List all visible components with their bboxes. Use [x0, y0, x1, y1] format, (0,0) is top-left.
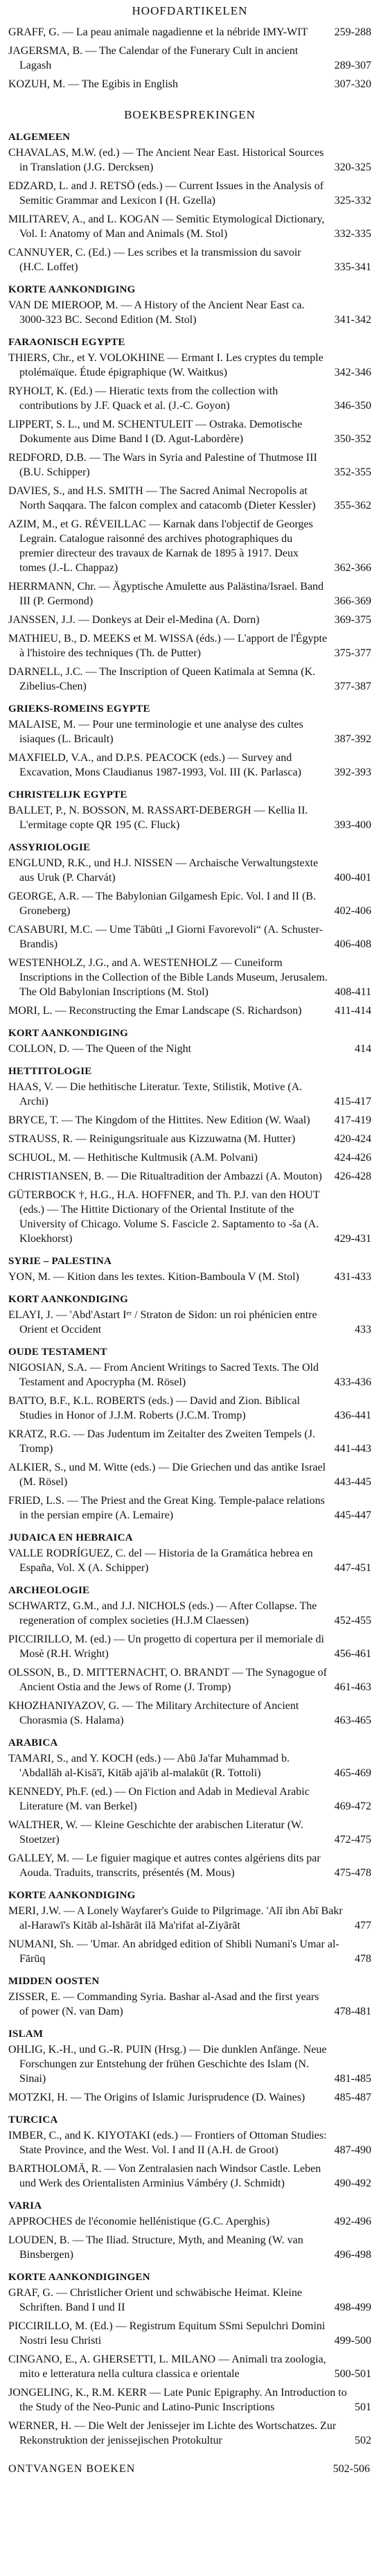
- reviews-heading: BOEKBESPREKINGEN: [124, 108, 256, 121]
- entry-text: GRAF, G. — Christlicher Orient und schwäbische Heimat. Kleine Schriften. Band I und II: [8, 2287, 302, 2313]
- category-heading: MIDDEN OOSTEN: [8, 1976, 100, 1987]
- category-heading: ARABICA: [8, 1737, 58, 1749]
- entry-pages: 400-401: [334, 872, 371, 884]
- entry-text: CHAVALAS, M.W. (ed.) — The Ancient Near East. Historical Sources in Translation (J.G. Dercksen): [8, 147, 324, 173]
- entry-pages: 443-445: [334, 1476, 371, 1488]
- entry-pages: 445-447: [334, 1509, 371, 1521]
- toc-entry: [8, 1665, 371, 1694]
- toc-entry: [8, 1904, 371, 1933]
- entry-pages: 402-406: [334, 905, 371, 917]
- toc-entry: [8, 2128, 371, 2157]
- toc-entry: [8, 579, 371, 608]
- entry-pages: 469-472: [334, 1800, 371, 1812]
- toc-entry: [8, 613, 371, 627]
- entry-text: CHRISTIANSEN, B. — Die Ritualtradition der Ambazzi (A. Mouton): [8, 1171, 322, 1182]
- toc-entry: [8, 1004, 371, 1018]
- entry-text: DAVIES, S., and H.S. SMITH — The Sacred Animal Necropolis at North Saqqara. The falcon complex and catacomb (Dieter Kessler): [8, 485, 316, 511]
- entry-text: WALTHER, W. — Kleine Geschichte der arabischen Literatur (W. Stoetzer): [8, 1819, 303, 1846]
- entry-text: BATTO, B.F., K.L. ROBERTS (eds.) — David and Zion. Biblical Studies in Honor of J.J.M. Roberts (J.C.M. Tromp): [8, 1395, 300, 1421]
- category-heading: SYRIE – PALESTINA: [8, 1256, 112, 1267]
- entry-text: IMBER, C., and K. KIYOTAKI (eds.) — Frontiers of Ottoman Studies: State Province, and the West. Vol. I and II (A.H. de Groot): [8, 2130, 327, 2156]
- entry-pages: 387-392: [334, 733, 371, 745]
- toc-entry: [8, 1751, 371, 1780]
- entry-pages: 431-433: [334, 1271, 371, 1283]
- toc-entry: [8, 1851, 371, 1880]
- toc-entry: [8, 1042, 371, 1056]
- entry-pages: 447-451: [334, 1562, 371, 1574]
- entry-pages: 406-408: [334, 938, 371, 950]
- toc-entry: [8, 751, 371, 780]
- toc-entry: [8, 956, 371, 999]
- entry-pages: 392-393: [334, 766, 371, 778]
- toc-entry: [8, 1493, 371, 1523]
- entry-pages: 393-400: [334, 819, 371, 831]
- entry-pages: 289-307: [334, 60, 371, 71]
- entry-text: VAN DE MIEROOP, M. — A History of the Ancient Near East ca. 3000-323 BC. Second Edition (M. Stol): [8, 299, 305, 326]
- toc-entry: [8, 2419, 371, 2448]
- entry-text: SCHWARTZ, G.M., and J.J. NICHOLS (eds.) — After Collapse. The regeneration of complex societies (H.J.M Claessen): [8, 1600, 317, 1627]
- entry-text: HAAS, V. — Die hethitische Literatur. Texte, Stilistik, Motive (A. Archi): [8, 1081, 303, 1107]
- entry-pages: 420-424: [334, 1133, 371, 1145]
- entry-pages: 350-352: [334, 433, 371, 445]
- entry-pages: 342-346: [334, 367, 371, 378]
- entry-pages: 498-499: [334, 2302, 371, 2313]
- toc-entry: [8, 1599, 371, 1628]
- entry-pages: 500-501: [334, 2368, 371, 2380]
- entry-text: EDZARD, L. and J. RETSÖ (eds.) — Current Issues in the Analysis of Semitic Grammar and Lexicon I (H. Gzella): [8, 180, 324, 207]
- entry-pages: 335-341: [334, 261, 371, 273]
- toc-entry: [8, 1546, 371, 1575]
- category-heading: KORT AANKONDIGING: [8, 1294, 129, 1305]
- category-heading: KORTE AANKONDIGING: [8, 1890, 136, 1901]
- entry-pages: 492-496: [334, 2216, 371, 2227]
- entry-pages: 332-335: [334, 228, 371, 240]
- entry-text: PICCIRILLO, M. (Ed.) — Registrum Equitum SSmi Sepulchri Domini Nostri Iesu Christi: [8, 2320, 326, 2347]
- entry-text: BARTHOLOMÄ, R. — Von Zentralasien nach Windsor Castle. Leben und Werk des Orientalisten Arminius Vámbéry (J. Schmidt): [8, 2163, 321, 2189]
- toc-entry: [8, 351, 371, 380]
- toc-entry: [8, 1699, 371, 1728]
- entry-pages: 411-414: [335, 1005, 371, 1017]
- entry-text: ALKIER, S., und M. Witte (eds.) — Die Griechen und das antike Israel (M. Rösel): [8, 1462, 326, 1488]
- toc-entry: [8, 889, 371, 918]
- entry-text: MAXFIELD, V.A., and D.P.S. PEACOCK (eds.) — Survey and Excavation, Mons Claudianus 1987-1993, Vol. III (K. Parlasca): [8, 752, 301, 778]
- reviews-list: [8, 132, 371, 2448]
- entry-text: GÜTERBOCK †, H.G., H.A. HOFFNER, and Th. P.J. van den HOUT (eds.) — The Hittite Dictionary of the Oriental Institute of the University of Chicago. Volume S. Fascicle 2. Saptamento to -ša (A. Kloekhorst): [8, 1189, 320, 1245]
- entry-pages: 496-498: [334, 2249, 371, 2261]
- entry-text: JAGERSMA, B. — The Calendar of the Funerary Cult in ancient Lagash: [8, 45, 299, 71]
- entry-text: KENNEDY, Ph.F. (ed.) — On Fiction and Adab in Medieval Arabic Literature (M. van Berkel): [8, 1786, 310, 1812]
- entry-pages: 352-355: [334, 466, 371, 478]
- entry-text: DARNELL, J.C. — The Inscription of Queen Katimala at Semna (K. Zibelius-Chen): [8, 666, 316, 692]
- entry-pages: 325-332: [334, 195, 371, 207]
- toc-entry: [8, 1150, 371, 1165]
- entry-pages: 481-485: [334, 2073, 371, 2085]
- toc-entry: [8, 1818, 371, 1847]
- toc-entry: [8, 1394, 371, 1423]
- entry-pages: 259-288: [334, 26, 371, 38]
- entry-text: APPROCHES de l'économie hellénistique (G.C. Aperghis): [8, 2216, 270, 2227]
- entry-pages: 433-436: [334, 1376, 371, 1388]
- entry-text: MATHIEU, B., D. MEEKS et M. WISSA (éds.) — L'apport de l'Égypte à l'histoire des techniques (Th. de Putter): [8, 633, 328, 659]
- entry-text: VALLE RODRÍGUEZ, C. del — Historia de la Gramática hebrea en España, Vol. X (A. Schipper): [8, 1548, 313, 1574]
- toc-entry: [8, 1169, 371, 1184]
- toc-entry: [8, 417, 371, 446]
- entry-pages: 478-481: [334, 2006, 371, 2017]
- entry-text: LIPPERT, S. L., und M. SCHENTULEIT — Ostraka. Demotische Dokumente aus Dime Band I (D. Agut-Labordère): [8, 419, 303, 445]
- category-heading: FARAONISCH EGYPTE: [8, 337, 125, 348]
- toc-entry: [8, 1632, 371, 1661]
- toc-entry: [8, 484, 371, 513]
- entry-text: LOUDEN, B. — The Iliad. Structure, Myth, and Meaning (W. van Binsbergen): [8, 2234, 303, 2261]
- toc-entry: [8, 717, 371, 746]
- entry-pages: 426-428: [334, 1171, 371, 1182]
- category-heading: JUDAICA EN HEBRAICA: [8, 1532, 133, 1543]
- received-books-pages: 502-506: [333, 2463, 370, 2475]
- toc-entry: [8, 2090, 371, 2105]
- toc-entry: [8, 517, 371, 575]
- toc-entry: [8, 1080, 371, 1109]
- entry-pages: 472-475: [334, 1834, 371, 1846]
- entry-pages: 478: [355, 1953, 371, 1965]
- articles-heading: HOOFDARTIKELEN: [132, 4, 248, 17]
- entry-text: PICCIRILLO, M. (ed.) — Un progetto di copertura per il memoriale di Mosè (R.H. Wright): [8, 1633, 324, 1660]
- entry-pages: 485-487: [334, 2092, 371, 2103]
- entry-pages: 369-375: [334, 614, 371, 626]
- entry-text: WERNER, H. — Die Welt der Jenissejer im Lichte des Wortschatzes. Zur Rekonstruktion der jenissejischen Protokultur: [8, 2420, 337, 2446]
- toc-entry: [8, 1785, 371, 1814]
- entry-pages: 461-463: [334, 1681, 371, 1693]
- entry-text: TAMARI, S., and Y. KOCH (eds.) — Abū Ja'far Muhammad b. 'Abdallāh al-Kisā'ī, Kitāb ajā'ib al-malakūt (R. Tottoli): [8, 1753, 290, 1779]
- entry-text: KHOZHANIYAZOV, G. — The Military Architecture of Ancient Chorasmia (S. Halama): [8, 1700, 299, 1726]
- category-heading: ISLAM: [8, 2029, 44, 2040]
- entry-pages: 355-362: [334, 500, 371, 511]
- entry-text: ELAYI, J. — 'Abd'Astart Iᵉʳ / Straton de Sidon: un roi phénicien entre Orient et Occident: [8, 1309, 317, 1335]
- entry-text: SCHUOL, M. — Hethitische Kultmusik (A.M. Polvani): [8, 1152, 258, 1164]
- toc-entry: [8, 1188, 371, 1246]
- toc-entry: [8, 384, 371, 413]
- entry-text: NUMANI, Sh. — 'Umar. An abridged edition of Shibli Numani's Umar al-Fārūq: [8, 1938, 339, 1965]
- entry-pages: 320-325: [334, 161, 371, 173]
- toc-entry: [8, 245, 371, 274]
- entry-pages: 375-377: [334, 647, 371, 659]
- category-heading: KORT AANKONDIGING: [8, 1028, 129, 1039]
- toc-entry: [8, 2214, 371, 2229]
- entry-text: HERRMANN, Chr. — Ägyptische Amulette aus Palästina/Israel. Band III (P. Germond): [8, 581, 324, 607]
- entry-pages: 415-417: [334, 1096, 371, 1107]
- toc-entry: [8, 1132, 371, 1146]
- toc-entry: [8, 1270, 371, 1284]
- entry-text: OLSSON, B., D. MITTERNACHT, O. BRANDT — The Synagogue of Ancient Ostia and the Jews of Rome (J. Tromp): [8, 1667, 327, 1693]
- toc-entry: [8, 44, 371, 73]
- entry-pages: 408-411: [335, 986, 371, 998]
- entry-pages: 362-366: [334, 562, 371, 574]
- entry-text: GRAFF, G. — La peau animale nagadienne et la nébride IMY-WIT: [8, 26, 308, 38]
- entry-text: CANNUYER, C. (Ed.) — Les scribes et la transmission du savoir (H.C. Loffet): [8, 247, 301, 273]
- entry-text: OHLIG, K.-H., und G.-R. PUIN (Hrsg.) — Die dunklen Anfänge. Neue Forschungen zur Entstehung der frühen Geschichte des Islam (N. Sinai): [8, 2044, 327, 2085]
- category-heading: GRIEKS-ROMEINS EGYPTE: [8, 703, 150, 715]
- toc-entry: [8, 450, 371, 480]
- entry-pages: 463-465: [334, 1715, 371, 1726]
- toc-entry: [8, 1360, 371, 1390]
- entry-pages: 436-441: [334, 1410, 371, 1421]
- entry-text: STRAUSS, R. — Reinigungsrituale aus Kizzuwatna (M. Hutter): [8, 1133, 296, 1145]
- toc-entry: [8, 77, 371, 91]
- toc-entry: [8, 1937, 371, 1966]
- toc-entry: [8, 922, 371, 952]
- category-heading: CHRISTELIJK EGYPTE: [8, 789, 127, 800]
- entry-text: NIGOSIAN, S.A. — From Ancient Writings to Sacred Texts. The Old Testament and Apocrypha (M. Rösel): [8, 1362, 319, 1388]
- entry-pages: 441-443: [334, 1443, 371, 1455]
- entry-pages: 487-490: [334, 2144, 371, 2156]
- entry-text: ENGLUND, R.K., und H.J. NISSEN — Archaische Verwaltungstexte aus Uruk (P. Charvát): [8, 857, 319, 884]
- entry-text: FRIED, L.S. — The Priest and the Great King. Temple-palace relations in the persian empire (A. Lemaire): [8, 1495, 325, 1521]
- entry-pages: 366-369: [334, 595, 371, 607]
- toc-entry: [8, 2319, 371, 2348]
- category-heading: KORTE AANKONDIGINGEN: [8, 2272, 150, 2283]
- entry-pages: 341-342: [334, 314, 371, 326]
- entry-text: JONGELING, K., R.M. KERR — Late Punic Epigraphy. An Introduction to the Study of the Neo-Punic and Latino-Punic Inscriptions: [8, 2387, 347, 2413]
- entry-text: GEORGE, A.R. — The Babylonian Gilgamesh Epic. Vol. I and II (B. Groneberg): [8, 891, 316, 917]
- entry-pages: 490-492: [334, 2178, 371, 2189]
- toc-entry: [8, 146, 371, 175]
- toc-entry: [8, 856, 371, 885]
- toc-entry: [8, 2286, 371, 2315]
- entry-pages: 307-320: [334, 78, 371, 90]
- entry-text: MORI, L. — Reconstructing the Emar Landscape (S. Richardson): [8, 1005, 302, 1017]
- entry-text: BRYCE, T. — The Kingdom of the Hittites. New Edition (W. Waal): [8, 1114, 310, 1126]
- entry-text: KOZUH, M. — The Egibis in English: [8, 78, 179, 90]
- entry-text: YON, M. — Kition dans les textes. Kition-Bamboula V (M. Stol): [8, 1271, 299, 1283]
- entry-text: CASABURI, M.C. — Ume Tābūti „I Giorni Favorevoli“ (A. Schuster-Brandis): [8, 924, 323, 950]
- entry-pages: 429-431: [334, 1233, 371, 1245]
- entry-text: COLLON, D. — The Queen of the Night: [8, 1043, 192, 1055]
- entry-text: ZISSER, E. — Commanding Syria. Bashar al-Asad and the first years of power (N. van Dam): [8, 1991, 319, 2017]
- received-books-label: ONTVANGEN BOEKEN: [8, 2463, 136, 2475]
- entry-pages: 456-461: [334, 1648, 371, 1660]
- entry-pages: 424-426: [334, 1152, 371, 1164]
- category-heading: TURCICA: [8, 2114, 58, 2126]
- entry-pages: 499-500: [334, 2335, 371, 2347]
- category-heading: ARCHEOLOGIE: [8, 1585, 90, 1596]
- toc-entry: [8, 179, 371, 208]
- toc-entry: [8, 2233, 371, 2262]
- entry-pages: 414: [355, 1043, 371, 1055]
- toc-entry: [8, 803, 371, 832]
- entry-text: MERI, J.W. — A Lonely Wayfarer's Guide to Pilgrimage. 'Alī ibn Abī Bakr al-Harawī's Kitāb al-Ishārāt ilā Ma'rifat al-Ziyārāt: [8, 1905, 343, 1931]
- entry-pages: 346-350: [334, 400, 371, 412]
- category-heading: VARIA: [8, 2200, 42, 2211]
- entry-text: KRATZ, R.G. — Das Judentum im Zeitalter des Zweiten Tempels (J. Tromp): [8, 1428, 315, 1455]
- entry-pages: 433: [355, 1324, 371, 1335]
- toc-entry: [8, 2385, 371, 2415]
- entry-pages: 465-469: [334, 1767, 371, 1779]
- entry-text: MILITAREV, A., and L. KOGAN — Semitic Etymological Dictionary, Vol. I: Anatomy of Man and Animals (M. Stol): [8, 213, 325, 240]
- entry-text: BALLET, P., N. BOSSON, M. RASSART-DEBERGH — Kellia II. L'ermitage copte QR 195 (C. Fluck): [8, 805, 308, 831]
- entry-text: THIERS, Chr., et Y. VOLOKHINE — Ermant I. Les cryptes du temple ptolémaïque. Étude épigraphique (W. Waitkus): [8, 352, 324, 378]
- toc-entry: [8, 298, 371, 327]
- entry-text: MOTZKI, H. — The Origins of Islamic Jurisprudence (D. Waines): [8, 2092, 305, 2103]
- articles-list: [8, 25, 371, 91]
- entry-pages: 452-455: [334, 1615, 371, 1627]
- entry-pages: 475-478: [334, 1867, 371, 1879]
- entry-pages: 477: [355, 1920, 371, 1931]
- entry-pages: 501: [355, 2401, 371, 2413]
- toc-entry: [8, 25, 371, 40]
- entry-text: JANSSEN, J.J. — Donkeys at Deir el-Medina (A. Dorn): [8, 614, 260, 626]
- category-heading: HETTITOLOGIE: [8, 1066, 92, 1077]
- toc-entry: [8, 2042, 371, 2086]
- entry-text: RYHOLT, K. (Ed.) — Hieratic texts from the collection with contributions by J.F. Quack et al. (J.-C. Goyon): [8, 385, 278, 412]
- category-heading: ASSYRIOLOGIE: [8, 842, 91, 853]
- category-heading: ALGEMEEN: [8, 132, 71, 143]
- toc-entry: [8, 665, 371, 694]
- entry-pages: 377-387: [334, 681, 371, 692]
- entry-pages: 417-419: [334, 1114, 371, 1126]
- entry-text: WESTENHOLZ, J.G., and A. WESTENHOLZ — Cuneiform Inscriptions in the Collection of the Bible Lands Museum, Jerusalem. The Old Babylonian Inscriptions (M. Stol): [8, 957, 328, 998]
- toc-entry: [8, 1990, 371, 2019]
- toc-entry: [8, 1113, 371, 1128]
- received-books-line: [8, 2463, 371, 2476]
- entry-text: REDFORD, D.B. — The Wars in Syria and Palestine of Thutmose III (B.U. Schipper): [8, 452, 317, 478]
- category-heading: KORTE AANKONDIGING: [8, 284, 136, 295]
- toc-entry: [8, 631, 371, 660]
- toc-entry: [8, 1460, 371, 1489]
- toc-entry: [8, 1427, 371, 1456]
- toc-entry: [8, 1308, 371, 1337]
- toc-entry: [8, 2162, 371, 2191]
- entry-text: GALLEY, M. — Le figuier magique et autres contes algériens dits par Aouda. Traduits, transcrits, présentés (M. Mous): [8, 1852, 321, 1879]
- entry-pages: 502: [355, 2435, 371, 2446]
- entry-text: MALAISE, M. — Pour une terminologie et une analyse des cultes isiaques (L. Bricault): [8, 719, 303, 745]
- entry-text: AZIM, M., et G. RÉVEILLAC — Karnak dans l'objectif de Georges Legrain. Catalogue raisonné des archives photographiques du premier directeur des travaux de Karnak de 1895 à 1917. Deux tomes (J.-L. Chappaz): [8, 518, 313, 574]
- toc-entry: [8, 212, 371, 241]
- toc-entry: [8, 2352, 371, 2381]
- entry-text: CINGANO, E., A. GHERSETTI, L. MILANO — Animali tra zoologia, mito e letteratura nella cultura classica e orientale: [8, 2354, 326, 2380]
- category-heading: OUDE TESTAMENT: [8, 1347, 107, 1358]
